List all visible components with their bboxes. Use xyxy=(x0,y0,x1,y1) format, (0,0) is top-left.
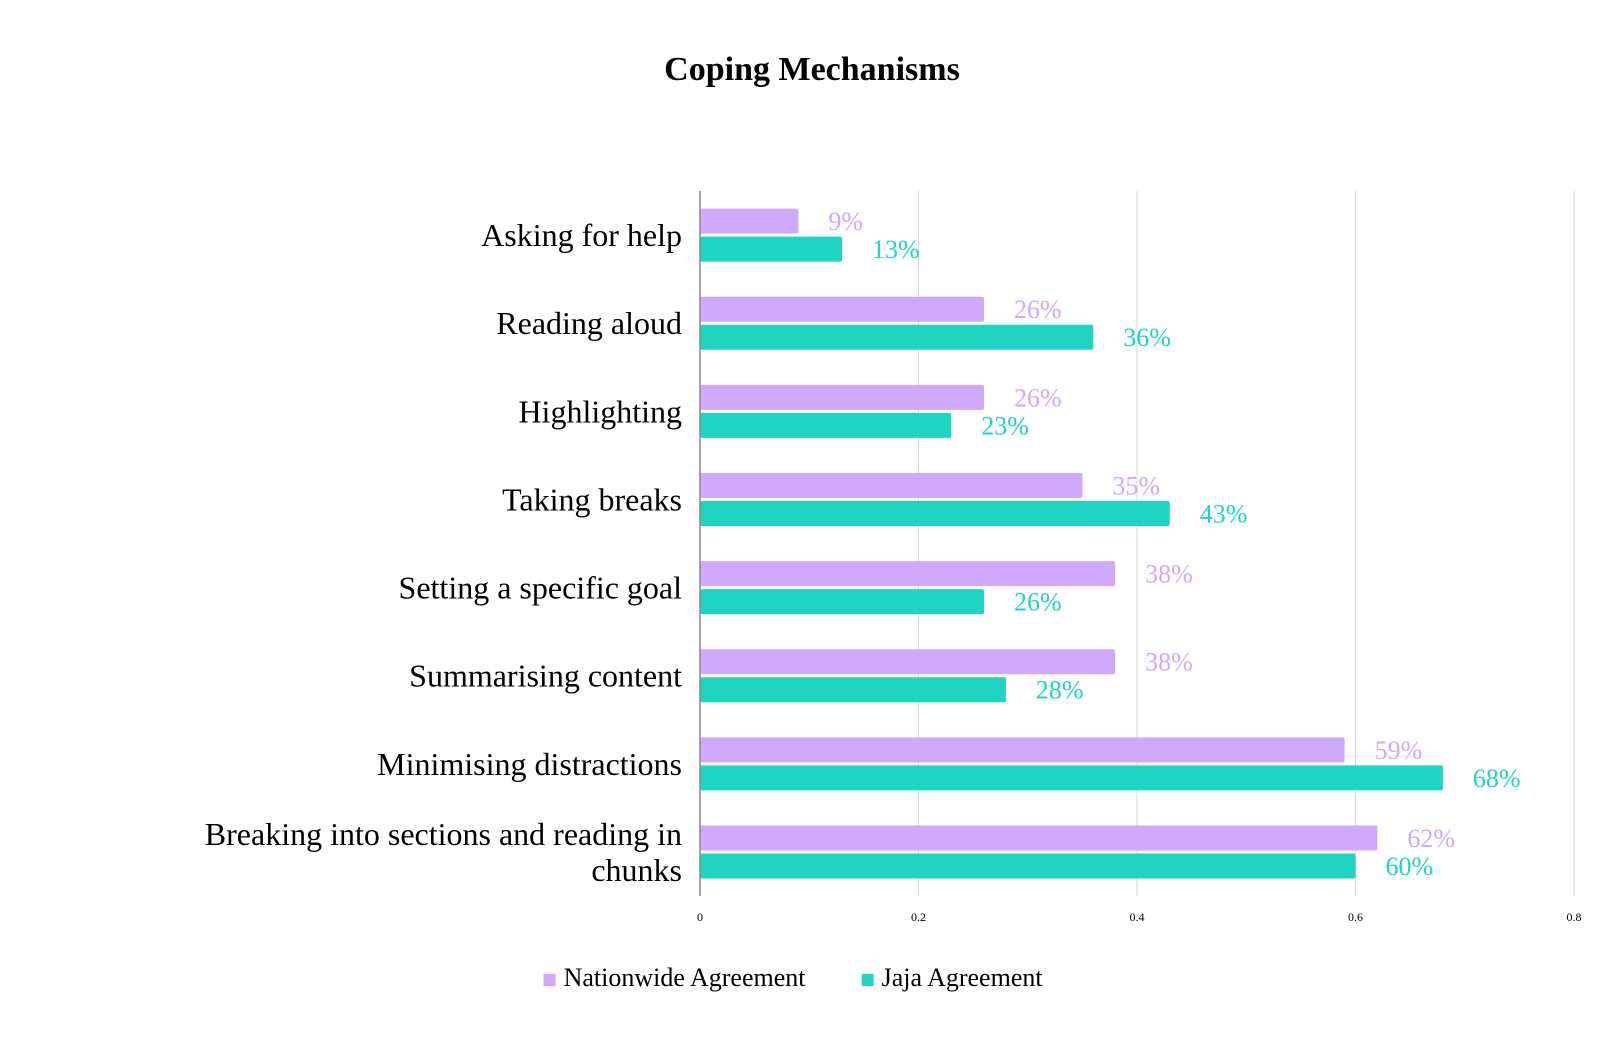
value-label: 23% xyxy=(981,411,1029,441)
category-label: Breaking into sections and reading in chunks xyxy=(204,815,682,888)
bar-jaja xyxy=(700,853,1356,878)
bar-nationwide xyxy=(700,385,984,410)
x-tick-label: 0.2 xyxy=(911,910,926,924)
bar-nationwide xyxy=(700,561,1115,586)
bar-jaja xyxy=(700,677,1006,702)
category-label: Highlighting xyxy=(518,393,682,430)
bar-nationwide xyxy=(700,825,1377,850)
value-label: 38% xyxy=(1145,647,1193,677)
legend xyxy=(544,963,1044,992)
legend-swatch xyxy=(544,974,556,986)
value-label: 35% xyxy=(1112,471,1161,501)
value-label: 62% xyxy=(1407,823,1456,853)
bars xyxy=(700,209,1443,879)
category-label: Minimising distractions xyxy=(377,745,682,782)
category-label: Setting a specific goal xyxy=(398,569,682,606)
x-axis-ticks xyxy=(697,910,1582,924)
value-label: 28% xyxy=(1035,675,1084,705)
value-label: 26% xyxy=(1014,295,1062,325)
value-label: 26% xyxy=(1014,587,1062,617)
bar-nationwide xyxy=(700,297,984,322)
category-label: Asking for help xyxy=(481,217,682,254)
value-label: 36% xyxy=(1123,323,1171,353)
bar-jaja xyxy=(700,237,842,262)
value-label: 9% xyxy=(828,207,863,237)
bar-nationwide xyxy=(700,209,798,234)
legend-label: Jaja Agreement xyxy=(881,963,1043,992)
bar-nationwide xyxy=(700,737,1345,762)
category-label: Reading aloud xyxy=(496,305,682,342)
legend-label: Nationwide Agreement xyxy=(563,963,806,992)
bar-jaja xyxy=(700,413,951,438)
bar-jaja xyxy=(700,501,1170,526)
chart-title: Coping Mechanisms xyxy=(664,51,960,88)
bar-jaja xyxy=(700,765,1443,790)
value-label: 43% xyxy=(1199,499,1248,529)
bar-jaja xyxy=(700,325,1093,350)
category-label: Taking breaks xyxy=(502,481,682,518)
category-labels xyxy=(205,217,682,888)
category-label: Summarising content xyxy=(409,657,682,694)
value-label: 26% xyxy=(1014,383,1062,413)
x-tick-label: 0 xyxy=(697,910,703,924)
value-label: 59% xyxy=(1374,735,1423,765)
legend-swatch xyxy=(862,974,874,986)
x-tick-label: 0.6 xyxy=(1348,910,1363,924)
value-label: 60% xyxy=(1385,851,1434,881)
x-tick-label: 0.4 xyxy=(1129,910,1145,924)
bar-nationwide xyxy=(700,473,1082,498)
bar-nationwide xyxy=(700,649,1115,674)
x-tick-label: 0.8 xyxy=(1566,910,1582,924)
bar-jaja xyxy=(700,589,984,614)
value-label: 38% xyxy=(1145,559,1193,589)
value-label: 68% xyxy=(1472,763,1521,793)
value-label: 13% xyxy=(872,235,920,265)
